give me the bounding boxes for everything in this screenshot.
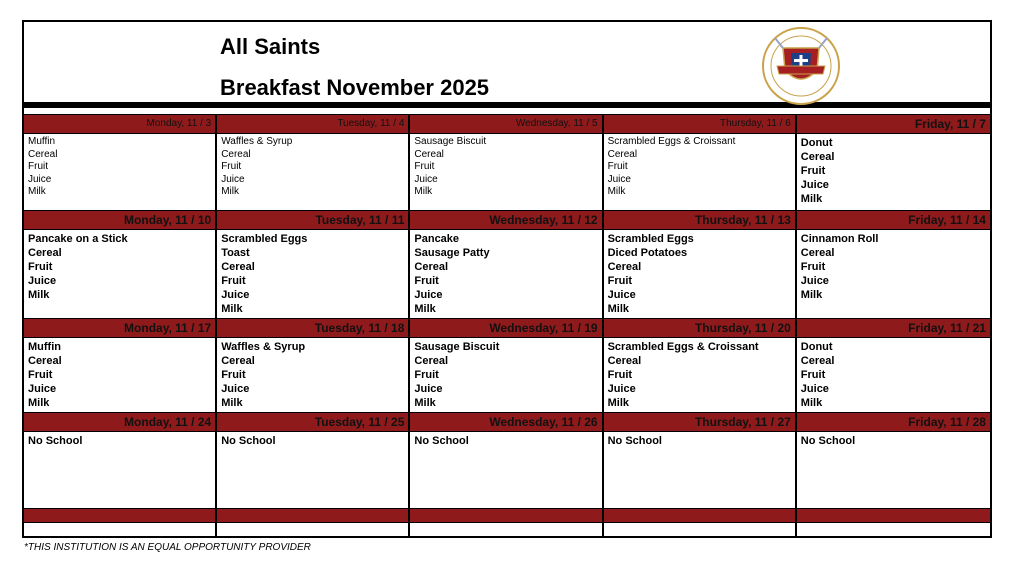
menu-item: Sausage Patty [414,247,490,259]
menu-item: Juice [414,289,443,301]
menu-item: Milk [414,397,436,409]
menu-item: Scrambled Eggs & Croissant [607,341,759,353]
menu-item: Scrambled Eggs [221,233,308,245]
day-menu-cell [604,338,797,412]
day-header: Monday, 11 / 3 [24,114,217,134]
empty-cell [217,522,410,538]
empty-header-bar [410,508,603,522]
menu-item: Fruit [414,161,435,172]
day-menu-cell [24,338,217,412]
empty-cell [410,522,603,538]
day-menu-cell [797,230,990,318]
day-header: Friday, 11 / 14 [797,210,990,230]
menu-item: Donut [800,341,833,353]
menu-item: Juice [800,179,829,191]
menu-item: Milk [221,397,243,409]
menu-item: Scrambled Eggs & Croissant [607,136,736,147]
menu-item: Fruit [28,369,53,381]
menu-item: Cereal [800,151,835,163]
day-header: Friday, 11 / 28 [797,412,990,432]
school-name: All Saints [220,34,321,59]
day-header: Thursday, 11 / 27 [604,412,797,432]
menu-item: Milk [607,397,629,409]
day-header: Wednesday, 11 / 19 [410,318,603,338]
menu-item: Cereal [221,355,255,367]
day-menu-cell [24,432,217,508]
day-header: Monday, 11 / 24 [24,412,217,432]
day-header: Tuesday, 11 / 11 [217,210,410,230]
empty-header-bar [24,508,217,522]
day-menu-cell [604,432,797,508]
menu-item: Juice [221,383,250,395]
menu-item: Scrambled Eggs [607,233,694,245]
day-header: Wednesday, 11 / 5 [410,114,603,134]
menu-item: Milk [800,193,823,205]
menu-item: Fruit [28,261,53,273]
menu-item: Cereal [800,355,835,367]
empty-cell [604,522,797,538]
menu-item: Fruit [414,369,439,381]
menu-item: Cereal [414,355,449,367]
day-menu-cell [217,432,410,508]
menu-item: No School [607,435,662,447]
menu-item: Juice [28,275,57,287]
menu-item: Milk [221,303,243,315]
menu-item: Fruit [607,369,633,381]
day-menu-cell [24,230,217,318]
menu-item: Fruit [221,275,246,287]
menu-item: Sausage Biscuit [414,341,500,353]
menu-item: Pancake [414,233,460,245]
day-header: Tuesday, 11 / 18 [217,318,410,338]
day-menu-cell [217,230,410,318]
menu-item: No School [414,435,469,447]
day-menu-cell [797,432,990,508]
menu-item: Sausage Biscuit [414,136,487,147]
day-header: Monday, 11 / 17 [24,318,217,338]
footnote: *THIS INSTITUTION IS AN EQUAL OPPORTUNITY PROVIDER [24,542,311,553]
empty-header-bar [217,508,410,522]
menu-item: Muffin [28,341,61,353]
menu-item: Cereal [28,148,58,160]
menu-item: Juice [28,173,52,185]
menu-item: Cereal [28,247,62,259]
empty-cell [797,522,990,538]
menu-item: Juice [607,173,631,185]
menu-item: No School [221,435,276,447]
day-menu-cell [604,230,797,318]
day-menu-cell [410,134,603,210]
menu-item: Cereal [800,247,835,259]
day-menu-cell [797,338,990,412]
day-menu-cell [604,134,797,210]
menu-item: Fruit [800,165,826,177]
menu-calendar-grid [24,114,990,538]
menu-item: Waffles & Syrup [221,136,293,147]
menu-item: Milk [414,303,436,315]
menu-item: Milk [800,397,823,409]
day-header: Monday, 11 / 10 [24,210,217,230]
menu-item: No School [800,435,856,447]
menu-title: Breakfast November 2025 [220,75,490,100]
menu-item: Diced Potatoes [607,247,688,259]
day-header: Tuesday, 11 / 4 [217,114,410,134]
day-header: Wednesday, 11 / 12 [410,210,603,230]
menu-item: Juice [607,383,636,395]
empty-header-bar [797,508,990,522]
menu-item: Fruit [800,369,826,381]
menu-item: Donut [800,137,833,149]
menu-item: Fruit [221,161,242,172]
menu-item: Fruit [800,261,826,273]
empty-header-bar [604,508,797,522]
menu-item: Juice [800,275,829,287]
day-header: Tuesday, 11 / 25 [217,412,410,432]
menu-item: Milk [607,186,626,197]
menu-item: Waffles & Syrup [221,341,306,353]
day-header: Thursday, 11 / 6 [604,114,797,134]
menu-item: Cereal [221,261,255,273]
menu-item: Juice [221,173,245,185]
day-header: Friday, 11 / 7 [797,114,990,134]
menu-item: Cereal [414,261,449,273]
day-menu-cell [217,134,410,210]
menu-item: Milk [28,289,50,301]
menu-item: Fruit [414,275,439,287]
menu-item: Milk [28,397,50,409]
day-header: Thursday, 11 / 13 [604,210,797,230]
menu-header [24,22,990,108]
menu-item: Juice [28,383,57,395]
menu-item: Milk [28,186,46,197]
menu-item: Muffin [28,136,56,147]
menu-item: Cereal [221,148,251,160]
menu-sheet [22,20,992,538]
menu-item: Fruit [607,275,633,287]
day-menu-cell [217,338,410,412]
menu-item: Cereal [607,261,642,273]
menu-item: Juice [800,383,829,395]
menu-item: Milk [414,186,433,197]
menu-item: Juice [221,289,250,301]
day-menu-cell [410,338,603,412]
school-seal-icon [761,26,841,106]
day-menu-cell [797,134,990,210]
menu-item: Fruit [221,369,246,381]
menu-item: Milk [607,303,629,315]
menu-item: Fruit [28,161,48,172]
menu-item: Fruit [607,161,628,172]
menu-item: Cereal [607,355,642,367]
day-menu-cell [24,134,217,210]
day-menu-cell [410,230,603,318]
menu-item: Toast [221,247,250,259]
menu-item: No School [28,435,83,447]
day-header: Friday, 11 / 21 [797,318,990,338]
day-menu-cell [410,432,603,508]
day-header: Thursday, 11 / 20 [604,318,797,338]
menu-item: Pancake on a Stick [28,233,128,245]
menu-item: Juice [414,383,443,395]
menu-item: Juice [414,173,438,185]
menu-item: Cereal [28,355,62,367]
menu-item: Cereal [414,148,444,160]
menu-item: Cinnamon Roll [800,233,879,245]
menu-item: Milk [221,186,239,197]
empty-cell [24,522,217,538]
menu-item: Cereal [607,148,638,160]
day-header: Wednesday, 11 / 26 [410,412,603,432]
menu-item: Milk [800,289,823,301]
menu-item: Juice [607,289,636,301]
